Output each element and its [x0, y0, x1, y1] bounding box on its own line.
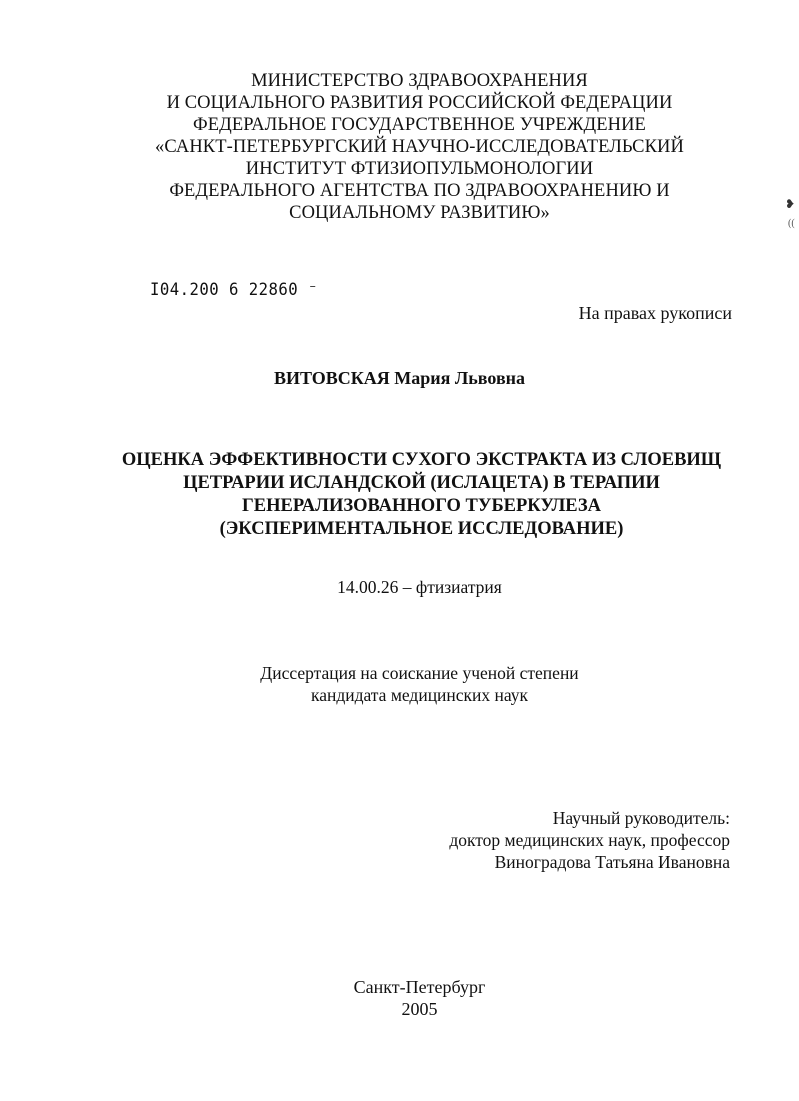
institution-line: ФЕДЕРАЛЬНОГО АГЕНТСТВА ПО ЗДРАВООХРАНЕНИЮ И [169, 181, 670, 201]
degree-statement [20, 662, 799, 706]
dissertation-title [22, 449, 799, 541]
title-line: ЦЕТРАРИИ ИСЛАНДСКОЙ (ИСЛАЦЕТА) В ТЕРАПИИ [183, 473, 660, 493]
institution-line: И СОЦИАЛЬНОГО РАЗВИТИЯ РОССИЙСКОЙ ФЕДЕРАЦИИ [166, 93, 673, 113]
author-name: ВИТОВСКАЯ Мария Львовна [273, 368, 526, 388]
supervisor-degree: доктор медицинских наук, профессор [449, 830, 730, 850]
institution-line: «САНКТ-ПЕТЕРБУРГСКИЙ НАУЧНО-ИССЛЕДОВАТЕЛЬСКИЙ [155, 137, 684, 157]
year: 2005 [401, 999, 438, 1019]
margin-mark: ❥ [785, 197, 796, 211]
place-and-year [20, 976, 799, 1020]
city: Санкт-Петербург [353, 977, 486, 997]
institution-line: ИНСТИТУТ ФТИЗИОПУЛЬМОНОЛОГИИ [245, 159, 594, 179]
supervisor-label: Научный руководитель: [552, 808, 730, 828]
institution-line: ФЕДЕРАЛЬНОЕ ГОСУДАРСТВЕННОЕ УЧРЕЖДЕНИЕ [193, 115, 646, 135]
supervisor-block [449, 807, 730, 873]
title-line: ОЦЕНКА ЭФФЕКТИВНОСТИ СУХОГО ЭКСТРАКТА ИЗ СЛОЕВИЩ [121, 450, 722, 470]
margin-mark-secondary: (( [788, 218, 795, 229]
title-line: (ЭКСПЕРИМЕНТАЛЬНОЕ ИССЛЕДОВАНИЕ) [219, 519, 624, 539]
institution-header [20, 70, 799, 224]
title-line: ГЕНЕРАЛИЗОВАННОГО ТУБЕРКУЛЕЗА [242, 496, 601, 516]
registration-number: I04.200 6 22860 ⁻ [150, 280, 318, 300]
institution-line: СОЦИАЛЬНОМУ РАЗВИТИЮ» [289, 203, 550, 223]
institution-line: МИНИСТЕРСТВО ЗДРАВООХРАНЕНИЯ [251, 71, 588, 91]
manuscript-rights-note: На правах рукописи [578, 303, 732, 323]
supervisor-name: Виноградова Татьяна Ивановна [494, 852, 730, 872]
specialty-code: 14.00.26 – фтизиатрия [337, 577, 502, 597]
degree-line: Диссертация на соискание ученой степени [260, 663, 579, 683]
degree-line: кандидата медицинских наук [310, 685, 529, 705]
